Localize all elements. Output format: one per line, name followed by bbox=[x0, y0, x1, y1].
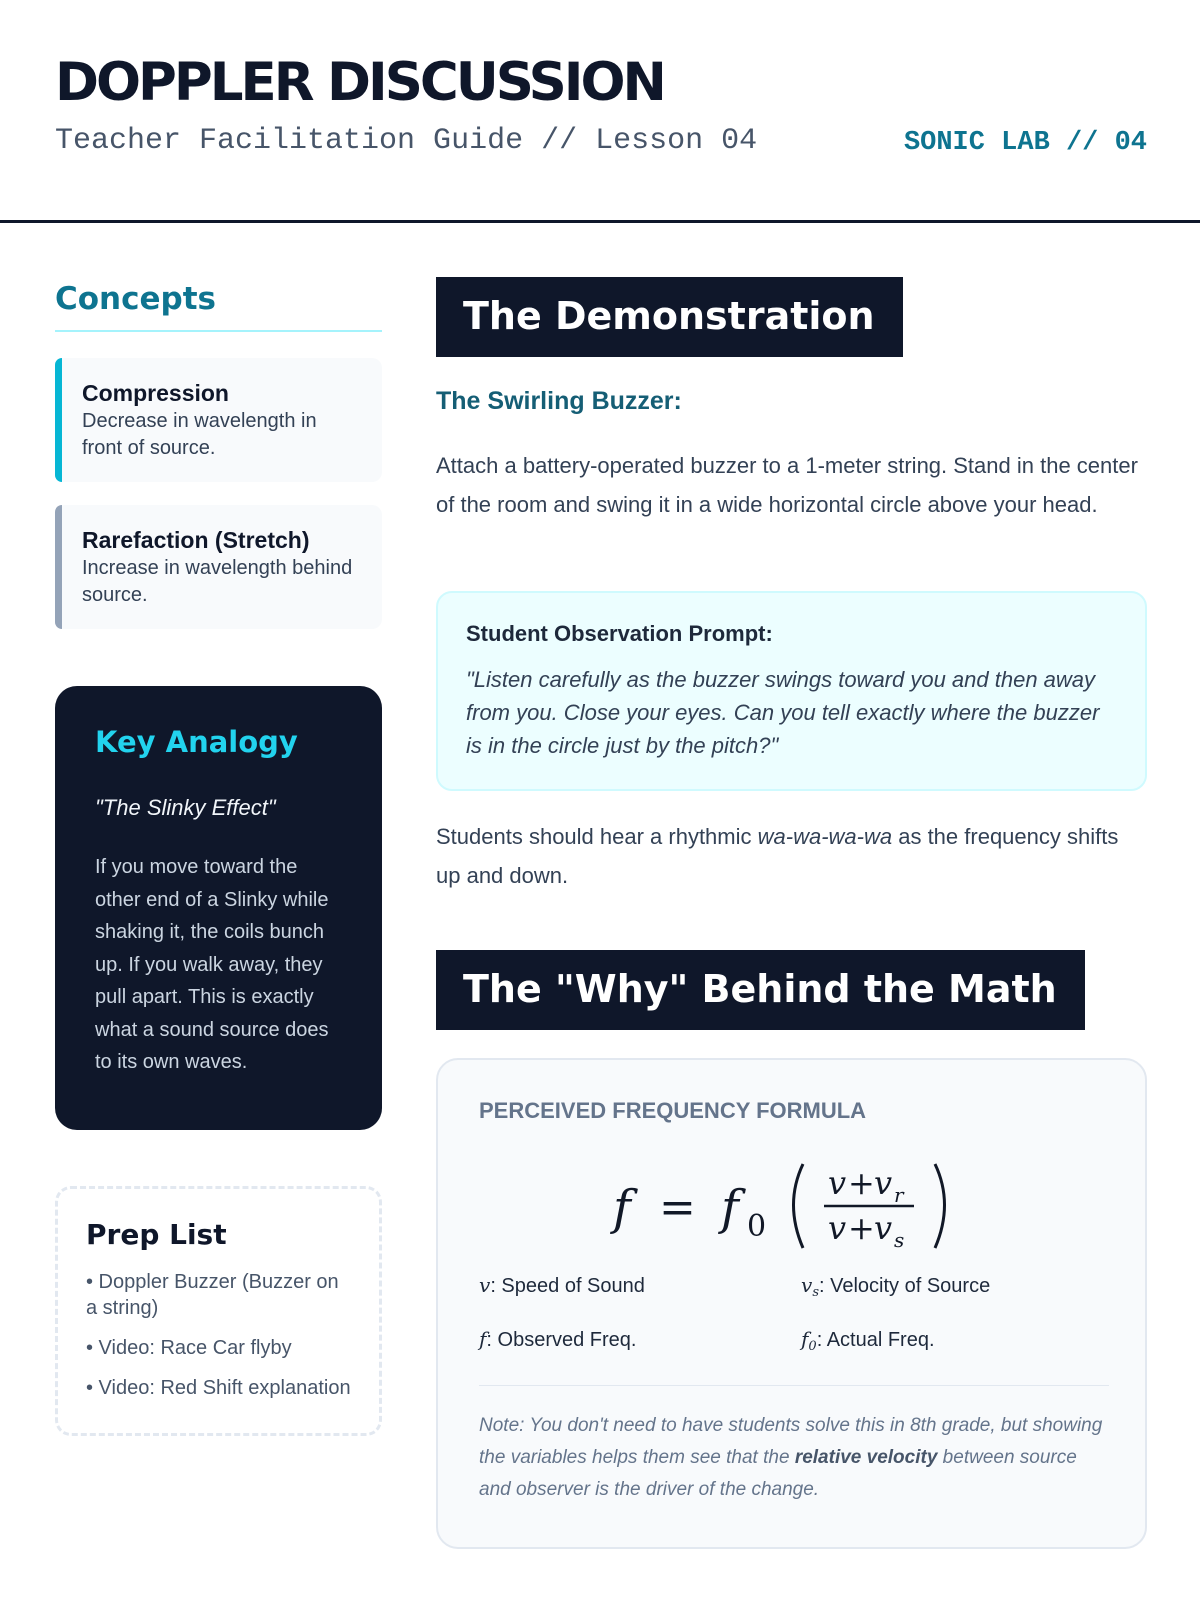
hearing-sound-effect: wa-wa-wa-wa bbox=[757, 824, 893, 849]
formula-denominator-var: v bbox=[874, 1209, 893, 1247]
formula-card bbox=[436, 1058, 1147, 1549]
variable-observed-freq: f: Observed Freq. bbox=[479, 1327, 637, 1351]
formula-denominator-sub: s bbox=[894, 1228, 905, 1252]
formula-divider bbox=[479, 1385, 1109, 1386]
hearing-text-start: Students should hear a rhythmic bbox=[436, 824, 758, 849]
variable-actual-freq: $f_0$: Actual Freq. bbox=[801, 1327, 935, 1354]
prep-list-heading: Prep List bbox=[86, 1218, 227, 1251]
concept-card-rarefaction bbox=[55, 505, 382, 629]
concept-title: Rarefaction (Stretch) bbox=[82, 527, 310, 553]
formula-lhs: f bbox=[613, 1180, 631, 1236]
buzzer-instructions: Attach a battery-operated buzzer to a 1-meter string. Stand in the center of the room and swing it in a wide horizontal circle above your head. bbox=[436, 453, 1138, 517]
prep-list-item: • Video: Red Shift explanation bbox=[86, 1377, 351, 1399]
hearing-text-end: as the frequency shifts up and down. bbox=[436, 824, 1119, 888]
formula-base-subscript: 0 bbox=[747, 1209, 767, 1244]
formula-denominator-plus: + bbox=[848, 1209, 875, 1247]
prep-list-card bbox=[55, 1186, 382, 1436]
formula-base: f bbox=[721, 1180, 739, 1236]
analogy-heading: Key Analogy bbox=[95, 725, 298, 759]
analogy-quote: "The Slinky Effect" bbox=[95, 795, 276, 820]
hearing-description bbox=[436, 818, 1147, 895]
formula-numerator-plus: + bbox=[848, 1164, 875, 1202]
formula-left-paren bbox=[794, 1164, 804, 1248]
variable-speed-of-sound: v: Speed of Sound bbox=[479, 1273, 645, 1297]
observation-prompt-box bbox=[436, 591, 1147, 791]
demonstration-banner: The Demonstration bbox=[436, 277, 903, 357]
concept-accent-bar bbox=[55, 358, 62, 482]
page-subtitle: Teacher Facilitation Guide // Lesson 04 bbox=[55, 124, 758, 158]
why-math-banner: The "Why" Behind the Math bbox=[436, 950, 1085, 1030]
formula-right-paren bbox=[935, 1164, 945, 1248]
concept-card-compression bbox=[55, 358, 382, 482]
lab-tag: SONIC LAB // 04 bbox=[903, 128, 1147, 158]
sidebar bbox=[55, 272, 382, 1399]
formula-label: PERCEIVED FREQUENCY FORMULA bbox=[479, 1098, 867, 1123]
formula-numerator-v: v bbox=[828, 1164, 847, 1202]
page-title: DOPPLER DISCUSSION bbox=[55, 52, 664, 113]
formula-denominator-v: v bbox=[828, 1209, 847, 1247]
concept-description: Increase in wavelength behind source. bbox=[82, 557, 353, 606]
doppler-formula bbox=[438, 1156, 1149, 1252]
formula-numerator-sub: r bbox=[894, 1183, 904, 1207]
buzzer-heading: The Swirling Buzzer: bbox=[436, 387, 682, 415]
prep-list-item: • Video: Race Car flyby bbox=[86, 1337, 292, 1359]
formula-equals: = bbox=[659, 1182, 696, 1233]
prompt-text: "Listen carefully as the buzzer swings toward you and then away from you. Close your eyes. Can you tell exactly where the buzzer is in the circle just by the pitch?" bbox=[466, 667, 1100, 758]
analogy-body: If you move toward the other end of a Slinky while shaking it, the coils bunch up. If you walk away, they pull apart. This is exactly what a sound source does to its own waves. bbox=[95, 856, 329, 1074]
page-header bbox=[0, 0, 1200, 223]
teacher-note: Note: You don't need to have students solve this in 8th grade, but showing the variables helps them see that the relative velocity between source and observer is the driver of the change. bbox=[479, 1415, 1103, 1500]
concepts-heading: Concepts bbox=[55, 272, 382, 332]
main-content bbox=[436, 277, 1147, 1500]
variable-velocity-of-source: $v_s$: Velocity of Source bbox=[801, 1273, 991, 1300]
note-emphasis: relative velocity bbox=[794, 1447, 938, 1468]
concept-title: Compression bbox=[82, 380, 229, 406]
formula-numerator-var: v bbox=[874, 1164, 893, 1202]
concept-description: Decrease in wavelength in front of source. bbox=[82, 410, 317, 459]
prep-list-item: • Doppler Buzzer (Buzzer on a string) bbox=[86, 1271, 339, 1319]
prompt-label: Student Observation Prompt: bbox=[466, 621, 773, 646]
key-analogy-card bbox=[55, 686, 382, 1130]
concept-accent-bar bbox=[55, 505, 62, 629]
